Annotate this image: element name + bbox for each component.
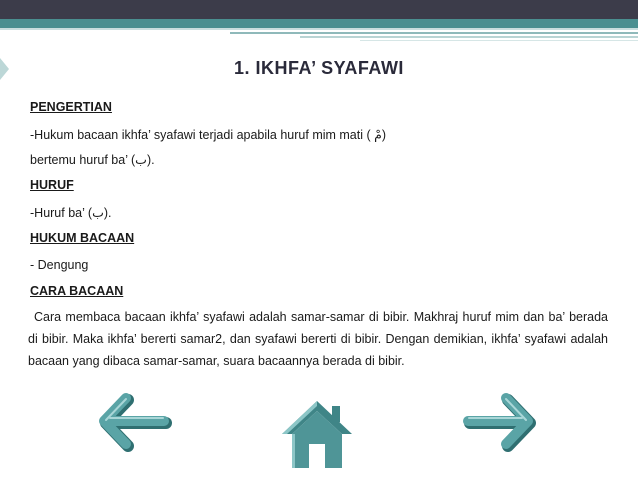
pengertian-text-2: bertemu huruf ba’ (ب).: [30, 153, 155, 167]
decorative-line: [230, 32, 638, 34]
decorative-line: [300, 36, 638, 38]
decorative-line: [360, 40, 638, 41]
heading-cara-bacaan: CARA BACAAN: [30, 284, 124, 298]
arrow-left-icon: [94, 390, 174, 452]
header-dark-band: [0, 0, 638, 19]
header-divider: [0, 28, 638, 30]
heading-hukum-bacaan: HUKUM BACAAN: [30, 231, 135, 245]
cara-bacaan-paragraph: Cara membaca bacaan ikhfa’ syafawi adalah samar-samar di bibir. Makhraj huruf mim dan ba’ berada di bibir. Maka ikhfa’ bererti samar2, dan syafawi bererti di bibir. Dengan demikian, ikhfa’ syafawi adalah bacaan yang dibaca samar-samar, suara bacaannya berada di bibir.: [28, 310, 608, 368]
back-button[interactable]: [94, 390, 174, 452]
slide-title: 1. IKHFA’ SYAFAWI: [234, 58, 404, 78]
arrow-right-icon: [458, 390, 538, 452]
huruf-text: -Huruf ba’ (ب).: [30, 206, 112, 220]
next-button[interactable]: [458, 390, 538, 452]
home-button[interactable]: [278, 398, 356, 470]
hukum-text: - Dengung: [30, 258, 89, 272]
pengertian-text-1: -Hukum bacaan ikhfa’ syafawi terjadi apabila huruf mim mati ( مْ): [30, 128, 387, 142]
header-teal-band: [0, 19, 638, 28]
home-icon: [278, 398, 356, 470]
heading-huruf: HURUF: [30, 178, 74, 192]
heading-pengertian: PENGERTIAN: [30, 100, 112, 114]
